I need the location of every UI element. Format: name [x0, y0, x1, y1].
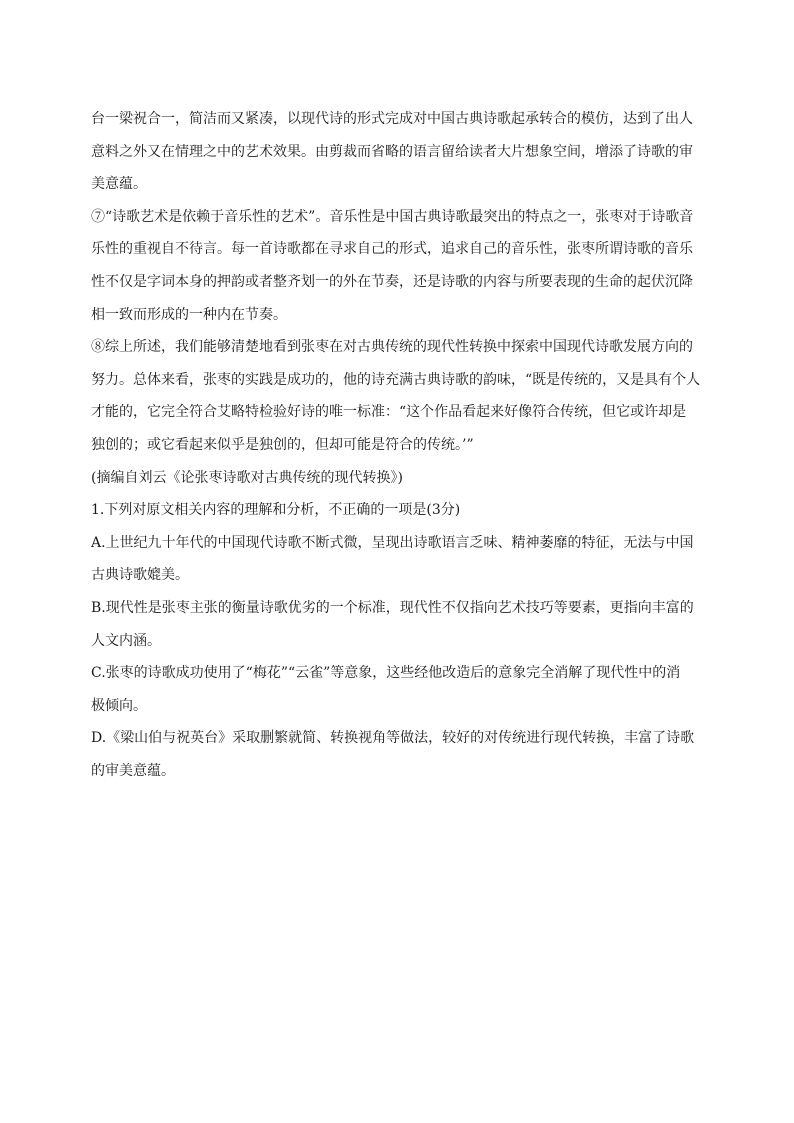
source-citation: (摘编自刘云《论张枣诗歌对古典传统的现代转换》): [91, 469, 403, 486]
option-a: [91, 527, 703, 592]
option-d: [91, 722, 703, 787]
text-line: 努力。总体来看，张枣的实践是成功的，他的诗充满古典诗歌的韵味，“既是传统的，又是具有个人: [91, 371, 701, 388]
paragraph-7: [91, 201, 703, 331]
question-stem: 1.下列对原文相关内容的理解和分析，不正确的一项是(3分): [91, 502, 461, 519]
document-page: [91, 103, 703, 787]
text-line: 人文内涵。: [91, 632, 161, 649]
option-b: [91, 592, 703, 657]
text-line: ⑧综上所述，我们能够清楚地看到张枣在对古典传统的现代性转换中探索中国现代诗歌发展方向的: [91, 339, 693, 356]
text-line: D.《梁山伯与祝英台》采取删繁就简、转换视角等做法，较好的对传统进行现代转换，丰富了诗歌: [91, 730, 695, 747]
text-line: A.上世纪九十年代的中国现代诗歌不断式微，呈现出诗歌语言乏味、精神萎靡的特征，无法与中国: [91, 534, 694, 551]
text-line: 相一致而形成的一种内在节奏。: [91, 306, 287, 323]
option-c: [91, 657, 703, 722]
text-line: B.现代性是张枣主张的衡量诗歌优劣的一个标准，现代性不仅指向艺术技巧等要素，更指向丰富的: [91, 599, 694, 616]
text-line: 台一梁祝合一，简洁而又紧凑，以现代诗的形式完成对中国古典诗歌起承转合的模仿，达到了出人: [91, 111, 693, 127]
text-line: 意料之外又在情理之中的艺术效果。由剪裁而省略的语言留给读者大片想象空间，增添了诗歌的审: [91, 143, 693, 160]
text-line: 美意蕴。: [91, 176, 147, 193]
text-line: 乐性的重视自不待言。每一首诗歌都在寻求自己的形式，追求自己的音乐性，张枣所谓诗歌的音乐: [91, 241, 693, 258]
text-line: 古典诗歌媲美。: [91, 567, 189, 584]
text-line: 独创的；或它看起来似乎是独创的，但却可能是符合的传统。’”: [91, 436, 474, 453]
text-line: 的审美意蕴。: [91, 762, 175, 779]
paragraph-6-end: [91, 103, 703, 201]
paragraph-8: [91, 331, 703, 461]
text-line: 才能的，它完全符合艾略特检验好诗的唯一标准：“这个作品看起来好像符合传统，但它或许却是: [91, 404, 687, 421]
text-line: 性不仅是字词本身的押韵或者整齐划一的外在节奏，还是诗歌的内容与所要表现的生命的起伏沉降: [91, 273, 693, 290]
text-line: ⑦“诗歌艺术是依赖于音乐性的艺术”。音乐性是中国古典诗歌最突出的特点之一，张枣对于诗歌音: [91, 208, 694, 225]
text-line: C.张枣的诗歌成功使用了“梅花”“云雀”等意象，这些经他改造后的意象完全消解了现代性中的消: [91, 665, 681, 682]
text-line: 极倾向。: [91, 697, 147, 714]
